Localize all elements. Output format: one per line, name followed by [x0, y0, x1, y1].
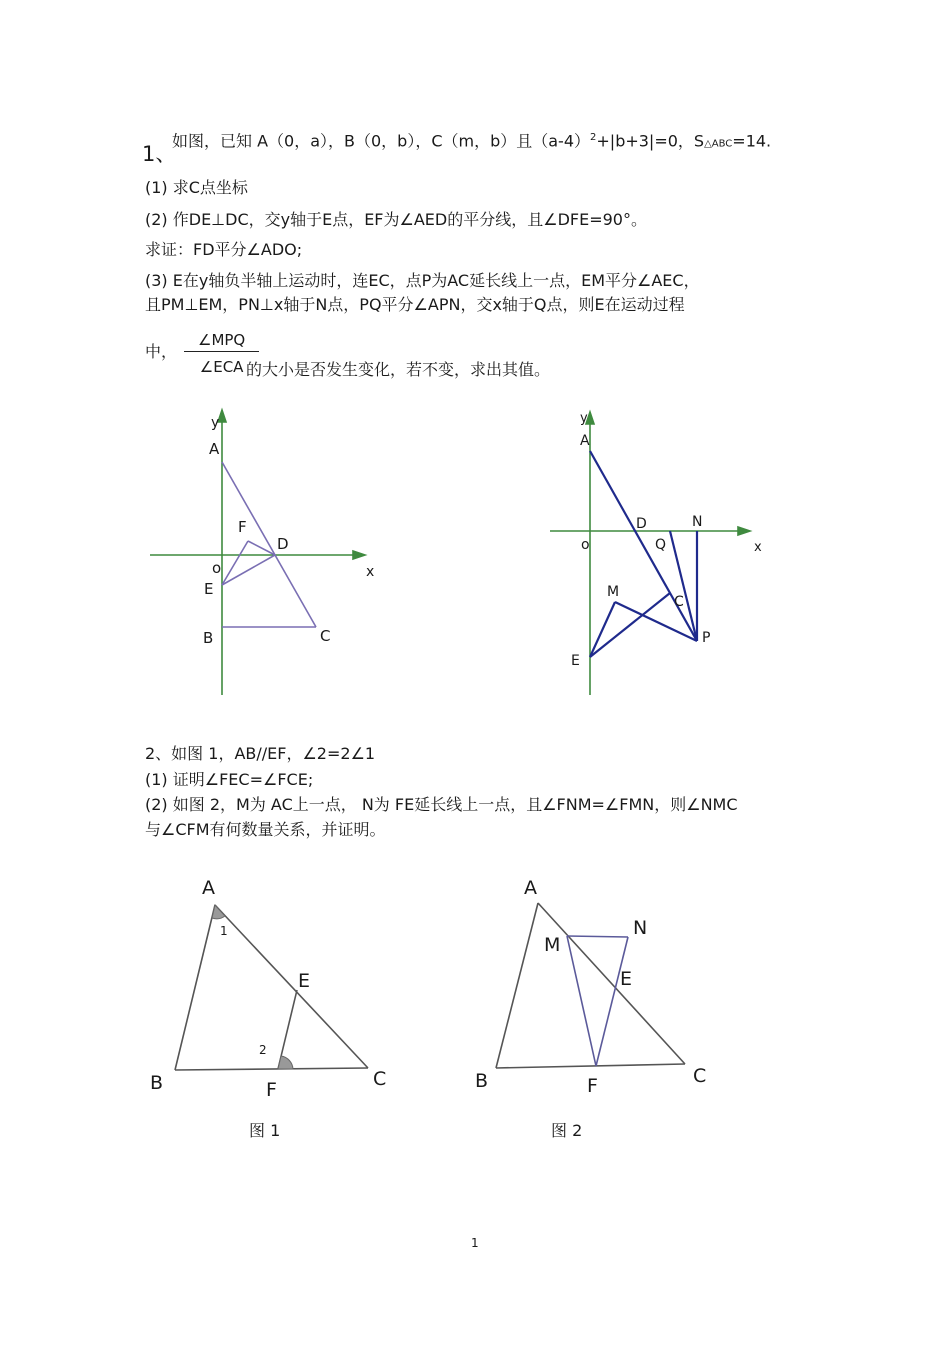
fig1-label-o: o — [212, 559, 222, 577]
fig2-label-E: E — [571, 653, 580, 669]
fig4-segment-MN — [567, 936, 628, 937]
fig4-segment-NF — [596, 937, 628, 1066]
problem2-line3: (2) 如图 2，M为 AC上一点， N为 FE延长线上一点，且∠FNM=∠FMN，则∠NMC — [145, 795, 738, 814]
fig2-label-Q: Q — [655, 537, 667, 553]
problem1-proof: 求证：FD平分∠ADO; — [145, 240, 303, 259]
fig1-label-D: D — [277, 535, 289, 553]
fig2-label-y: y — [580, 411, 588, 426]
fig3-label-angle-1: 1 — [220, 924, 228, 938]
problem1-stem-sub: △ABC — [704, 138, 733, 150]
fig4-label-C: C — [693, 1065, 707, 1087]
fig4-segment-AC — [538, 903, 685, 1064]
problem2-line4: 与∠CFM有何数量关系，并证明。 — [145, 820, 386, 839]
problem1-stem-a: 如图，已知 A（0，a），B（0，b），C（m，b）且（a-4） — [172, 131, 591, 151]
fig2-label-D: D — [636, 516, 647, 532]
fig2-label-N: N — [692, 514, 703, 530]
problem1-part1: (1) 求C点坐标 — [145, 178, 248, 197]
fig1-label-x: x — [366, 564, 375, 580]
fig3-label-A: A — [202, 877, 215, 899]
fig3-label-C: C — [373, 1068, 387, 1090]
fig1-label-C: C — [320, 627, 331, 645]
fig2-label-x: x — [754, 540, 762, 555]
page-number: 1 — [471, 1236, 479, 1250]
fraction-numerator: ∠MPQ — [184, 331, 259, 352]
fig4-segment-AB — [496, 903, 538, 1068]
fig1-label-A: A — [209, 440, 220, 458]
problem2-line2: (1) 证明∠FEC=∠FCE; — [145, 770, 314, 789]
caption-figure-1: 图 1 — [249, 1121, 281, 1140]
problem1-stem-b: +|b+3|=0，S — [596, 131, 705, 151]
problem1-stem-c: =14. — [732, 131, 772, 151]
fig2-label-P: P — [702, 630, 711, 646]
problem1-part3-suffix: 的大小是否发生变化，若不变，求出其值。 — [246, 360, 551, 379]
fig1-label-B: B — [203, 629, 214, 647]
fig3-label-F: F — [266, 1079, 277, 1101]
fig4-lines — [496, 903, 685, 1068]
fig4-segment-MF — [567, 936, 596, 1066]
caption-figure-2: 图 2 — [551, 1121, 583, 1140]
problem2-line1: 2、如图 1，AB//EF，∠2=2∠1 — [145, 744, 376, 763]
fig2-label-M: M — [607, 584, 620, 600]
fraction-denominator: ∠ECA — [199, 358, 244, 376]
fig4-label-A: A — [524, 877, 537, 899]
problem1-stem-sup: 2 — [590, 132, 597, 143]
fig1-label-F: F — [238, 518, 247, 536]
fig3-label-B: B — [150, 1072, 164, 1094]
fig4-label-M: M — [544, 934, 561, 956]
fig1-label-y: y — [211, 415, 220, 431]
fig4-label-F: F — [587, 1075, 598, 1097]
problem1-part3-line2: 且PM⊥EM，PN⊥x轴于N点，PQ平分∠APN，交x轴于Q点，则E在运动过程 — [145, 295, 685, 314]
problem1-number: 1、 — [142, 142, 177, 166]
fig2-label-A: A — [580, 433, 590, 449]
fig4-label-B: B — [475, 1070, 489, 1092]
problem1-part3-line1: (3) E在y轴负半轴上运动时，连EC，点P为AC延长线上一点，EM平分∠AEC， — [145, 271, 700, 290]
fig3-label-angle-2: 2 — [259, 1043, 267, 1057]
fig1-label-E: E — [204, 580, 214, 598]
fig2-label-C: C — [674, 594, 684, 610]
fig4-label-E: E — [620, 968, 633, 990]
fig2-label-o: o — [581, 537, 590, 553]
problem1-part2: (2) 作DE⊥DC，交y轴于E点，EF为∠AED的平分线，且∠DFE=90°。 — [145, 210, 647, 229]
fig4-label-N: N — [633, 917, 648, 939]
problem1-part3-prefix: 中， — [145, 342, 178, 361]
fig3-label-E: E — [298, 970, 311, 992]
fig4-segment-BC — [496, 1064, 685, 1068]
